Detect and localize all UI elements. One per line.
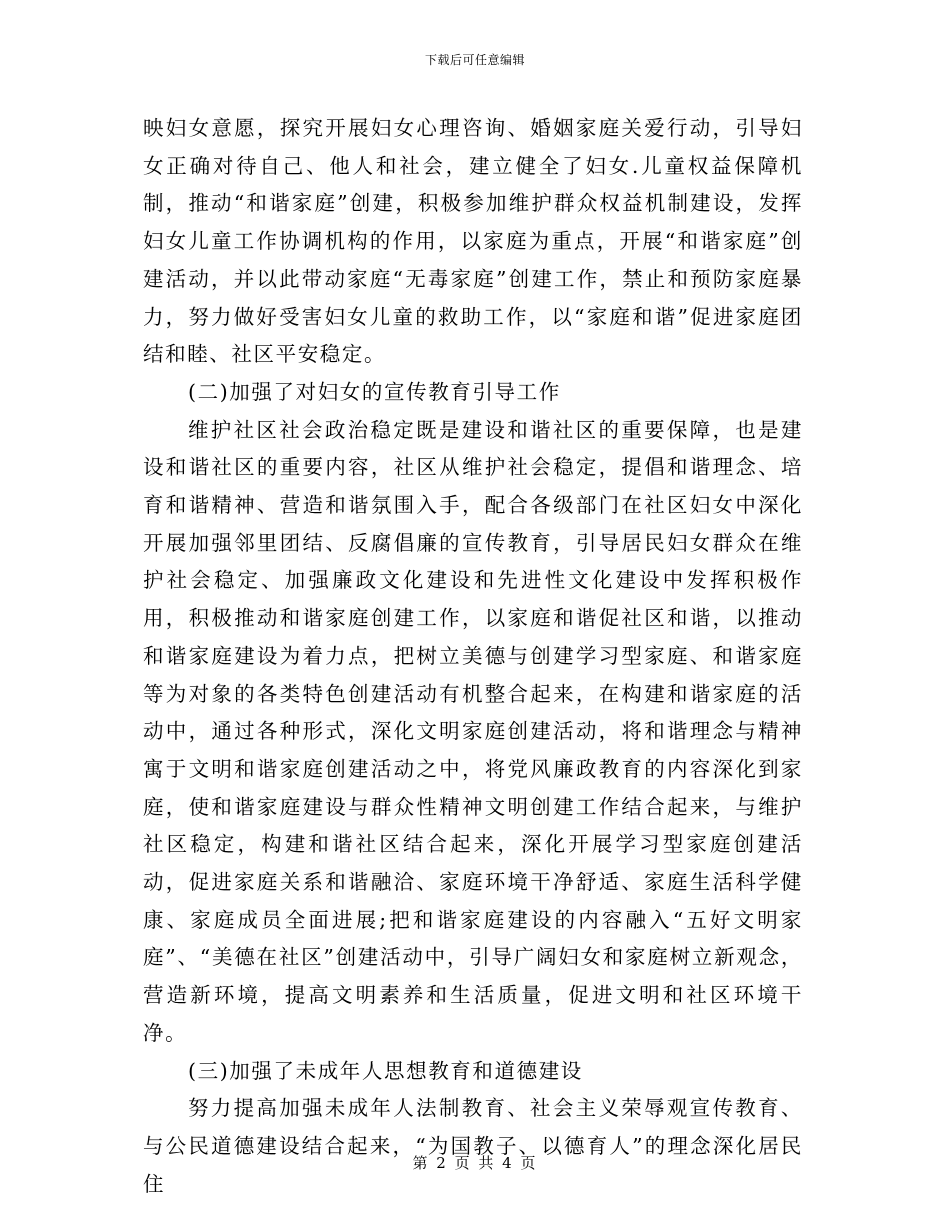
page-header-note: 下载后可任意编辑	[424, 53, 525, 67]
section-heading-3: (三)加强了未成年人思想教育和道德建设	[188, 1058, 583, 1083]
paragraph-3: 努力提高加强未成年人法制教育、社会主义荣辱观宣传教育、与公民道德建设结合起来，“为国教子、以德育人”的理念深化居民住	[143, 1096, 803, 1196]
paragraph-2: 维护社区社会政治稳定既是建设和谐社区的重要保障，也是建设和谐社区的重要内容，社区从维护社会稳定，提倡和谐理念、培育和谐精神、营造和谐氛围入手，配合各级部门在社区妇女中深化开展加强邻里团结、反腐倡廉的宣传教育，引导居民妇女群众在维护社会稳定、加强廉政文化建设和先进性文化建设中发挥积极作用，积极推动和谐家庭创建工作，以家庭和谐促社区和谐，以推动和谐家庭建设为着力点，把树立美德与创建学习型家庭、和谐家庭等为对象的各类特色创建活动有机整合起来，在构建和谐家庭的活动中，通过各种形式，深化文明家庭创建活动，将和谐理念与精神寓于文明和谐家庭创建活动之中，将党风廉政教育的内容深化到家庭，使和谐家庭建设与群众性精神文明创建工作结合起来，与维护社区稳定，构建和谐社区结合起来，深化开展学习型家庭创建活动，促进家庭关系和谐融洽、家庭环境干净舒适、家庭生活科学健康、家庭成员全面进展;把和谐家庭建设的内容融入“五好文明家庭”、“美德在社区”创建活动中，引导广阔妇女和家庭树立新观念，营造新环境，提高文明素养和生活质量，促进文明和社区环境干净。	[143, 417, 803, 1045]
page-footer-number: 第 2 页 共 4 页	[412, 1154, 538, 1172]
section-heading-2: (二)加强了对妇女的宣传教育引导工作	[188, 379, 561, 404]
document-body	[143, 110, 803, 1203]
paragraph-1: 映妇女意愿，探究开展妇女心理咨询、婚姻家庭关爱行动，引导妇女正确对待自己、他人和社会，建立健全了妇女.儿童权益保障机制，推动“和谐家庭”创建，积极参加维护群众权益机制建设，发挥妇女儿童工作协调机构的作用，以家庭为重点，开展“和谐家庭”创建活动，并以此带动家庭“无毒家庭”创建工作，禁止和预防家庭暴力，努力做好受害妇女儿童的救助工作，以“家庭和谐”促进家庭团结和睦、社区平安稳定。	[143, 116, 803, 367]
